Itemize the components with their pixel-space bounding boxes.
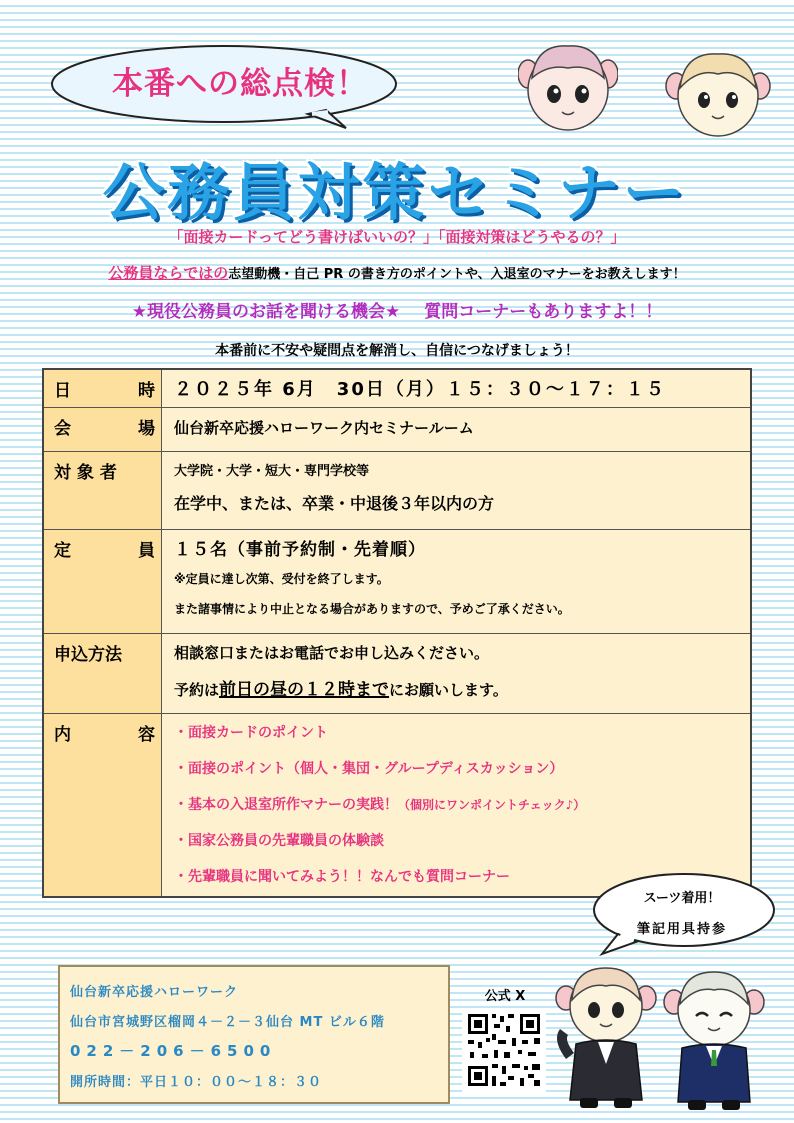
reminder-line-1: スーツ着用！ — [643, 891, 721, 906]
label-venue: 会 場 — [43, 407, 162, 451]
content-item: ・面接のポイント（個人・集団・グループディスカッション） — [174, 760, 564, 777]
intro-rest: 志望動機・自己 PR の書き方のポイントや、入退室のマナーをお教えします！ — [228, 267, 686, 282]
reminder-line-2: 筆記用具持参 — [636, 922, 727, 937]
row-capacity — [43, 529, 751, 633]
row-datetime — [43, 369, 751, 407]
subtitle: 「面接カードってどう書けばいいの？」「面接対策はどうやるの？」 — [168, 228, 626, 246]
contact-phone: 022－206－6500 — [70, 1042, 277, 1060]
mascot-suit-left-icon — [554, 960, 658, 1110]
qr-label: 公式 X — [484, 989, 526, 1004]
page-title: 公務員対策セミナー — [102, 156, 688, 229]
label-target: 対 象 者 — [43, 451, 162, 529]
row-target — [43, 451, 751, 529]
row-apply — [43, 633, 751, 713]
content-item: ・面接カードのポイント — [174, 724, 328, 741]
value-target: 大学院・大学・短大・専門学校等 在学中、または、卒業・中退後３年以内の方 — [162, 451, 752, 529]
contact-box — [58, 965, 450, 1104]
value-apply: 相談窓口またはお電話でお申し込みください。 予約は前日の昼の１２時までにお願いします。 — [162, 633, 752, 713]
intro-highlight: 公務員ならではの — [108, 264, 229, 282]
info-table — [42, 368, 752, 898]
label-capacity: 定 員 — [43, 529, 162, 633]
contact-hours: 開所時間：平日１０：００～１８：３０ — [70, 1075, 323, 1090]
value-venue: 仙台新卒応援ハローワーク内セミナールーム — [162, 407, 752, 451]
chance-text — [40, 297, 754, 322]
value-datetime: ２０２５年 6月 30日（月）１５：３０～１７：１５ — [162, 369, 752, 407]
contact-address: 仙台市宮城野区榴岡４－２－３仙台 MT ビル６階 — [70, 1015, 385, 1030]
mascot-sheep-pink-icon — [518, 38, 618, 138]
resolve-text: 本番前に不安や疑問点を解消し、自信につなげましょう！ — [215, 343, 579, 359]
content-item: ・基本の入退室所作マナーの実践！（個別にワンポイントチェック♪） — [174, 796, 586, 813]
label-datetime: 日 時 — [43, 369, 162, 407]
chance-right: 質問コーナーもありますよ！！ — [424, 302, 663, 322]
reminder-bubble — [588, 870, 778, 956]
qr-code-icon[interactable] — [462, 1008, 546, 1092]
row-venue — [43, 407, 751, 451]
apply-deadline: 前日の昼の１２時まで — [219, 679, 390, 700]
value-capacity: １５名（事前予約制・先着順） ※定員に達し次第、受付を終了します。 また諸事情により中止となる場合がありますので、予めご了承ください。 — [162, 529, 752, 633]
bubble-headline: 本番への総点検！ — [112, 66, 368, 102]
label-apply: 申込方法 — [43, 633, 162, 713]
contact-name: 仙台新卒応援ハローワーク — [70, 985, 239, 1000]
content-item: ・国家公務員の先輩職員の体験談 — [174, 832, 384, 849]
mascot-suit-right-icon — [662, 966, 766, 1112]
mascot-sheep-blonde-icon — [664, 46, 772, 142]
intro-text — [40, 262, 754, 283]
chance-left: ★現役公務員のお話を聞ける機会★ — [131, 302, 401, 322]
label-content: 内 容 — [43, 713, 162, 897]
content-item: ・先輩職員に聞いてみよう！！なんでも質問コーナー — [174, 868, 510, 885]
